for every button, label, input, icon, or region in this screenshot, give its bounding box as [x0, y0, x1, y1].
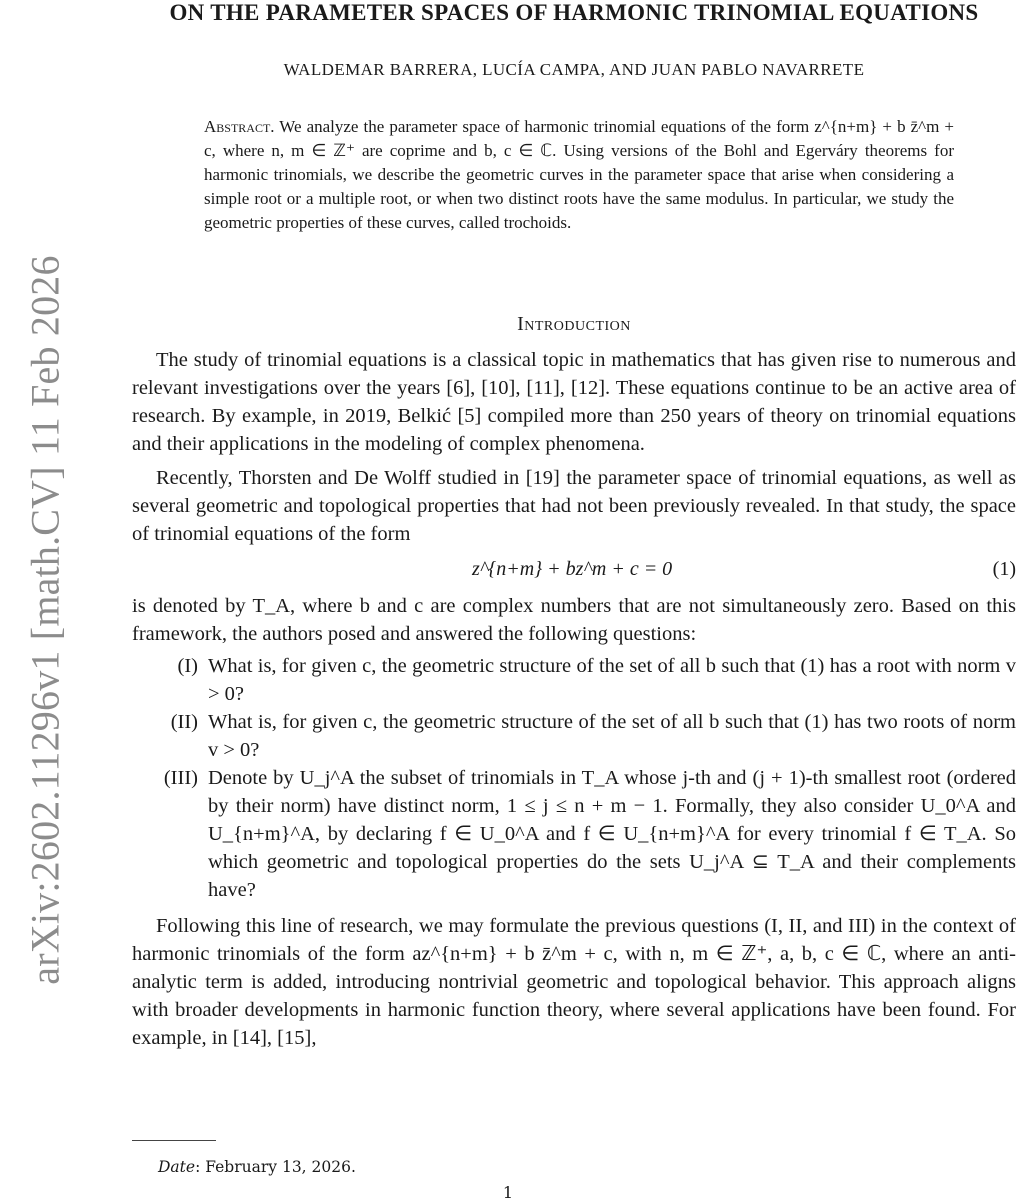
equation-body: z^{n+m} + bz^m + c = 0	[472, 558, 673, 580]
list-item-text: What is, for given c, the geometric structure of the set of all b such that (1) has a root with norm v > 0?	[208, 655, 1016, 705]
list-item-text: What is, for given c, the geometric structure of the set of all b such that (1) has two roots of norm v > 0?	[208, 711, 1016, 761]
abstract-label: Abstract.	[204, 117, 275, 136]
list-item	[132, 764, 1016, 904]
list-item	[132, 708, 1016, 764]
list-item-text: Denote by U_j^A the subset of trinomials in T_A whose j-th and (j + 1)-th smallest root (ordered by their norm) have distinct norm, 1 ≤ j ≤ n + m − 1. Formally, they also consider U_0^A and U_{n+m}^A, by declaring f ∈ U_0^A and f ∈ U_{n+m}^A for every trinomial f ∈ T_A. So which geometric and topological properties do the sets U_j^A ⊆ T_A and their complements have?	[208, 767, 1016, 901]
footnote-rule	[132, 1140, 216, 1141]
equation-1	[132, 548, 1016, 588]
footnote	[158, 1158, 356, 1176]
page-body	[132, 0, 1016, 1052]
paragraph-2: Recently, Thorsten and De Wolff studied in [19] the parameter space of trinomial equations, as well as several geometric and topological properties that had not been previously revealed. In that study, the space of trinomial equations of the form	[132, 467, 1016, 545]
section-title: Introduction	[517, 313, 631, 335]
list-item-label: (I)	[177, 655, 198, 677]
arxiv-stamp: arXiv:2602.11296v1 [math.CV] 11 Feb 2026	[22, 255, 68, 985]
abstract-text: We analyze the parameter space of harmonic trinomial equations of the form z^{n+m} + b z̄^m + c, where n, m ∈ ℤ⁺ are coprime and b, c ∈ ℂ. Using versions of the Bohl and Egerváry theorems for harmonic trinomials, we describe the geometric curves in the parameter space that arise when considering a simple root or a multiple root, or when two distinct roots have the same modulus. In particular, we study the geometric properties of these curves, called trochoids.	[204, 117, 954, 232]
list-item-label: (II)	[170, 711, 198, 733]
list-item	[132, 652, 1016, 708]
page-number: 1	[502, 1183, 514, 1202]
paragraph-3: is denoted by T_A, where b and c are complex numbers that are not simultaneously zero. Based on this framework, the authors posed and answered the following questions:	[132, 595, 1016, 645]
footnote-value: : February 13, 2026.	[195, 1158, 356, 1176]
equation-number: (1)	[992, 558, 1016, 580]
abstract	[204, 115, 954, 235]
paragraph-1: The study of trinomial equations is a classical topic in mathematics that has given rise to numerous and relevant investigations over the years [6], [10], [11], [12]. These equations continue to be an active area of research. By example, in 2019, Belkić [5] compiled more than 250 years of theory on trinomial equations and their applications in the modeling of complex phenomena.	[132, 349, 1016, 455]
authors: WALDEMAR BARRERA, LUCÍA CAMPA, AND JUAN PABLO NAVARRETE	[283, 60, 865, 79]
paragraph-4: Following this line of research, we may formulate the previous questions (I, II, and III) in the context of harmonic trinomials of the form az^{n+m} + b z̄^m + c, with n, m ∈ ℤ⁺, a, b, c ∈ ℂ, where an anti-analytic term is added, introducing nontrivial geometric and topological behavior. This approach aligns with broader developments in harmonic function theory, where several applications have been found. For example, in [14], [15],	[132, 915, 1016, 1049]
list-item-label: (III)	[163, 767, 198, 789]
question-list	[132, 652, 1016, 904]
footnote-label: Date	[158, 1158, 196, 1176]
paper-title: ON THE PARAMETER SPACES OF HARMONIC TRINOMIAL EQUATIONS	[169, 0, 979, 25]
